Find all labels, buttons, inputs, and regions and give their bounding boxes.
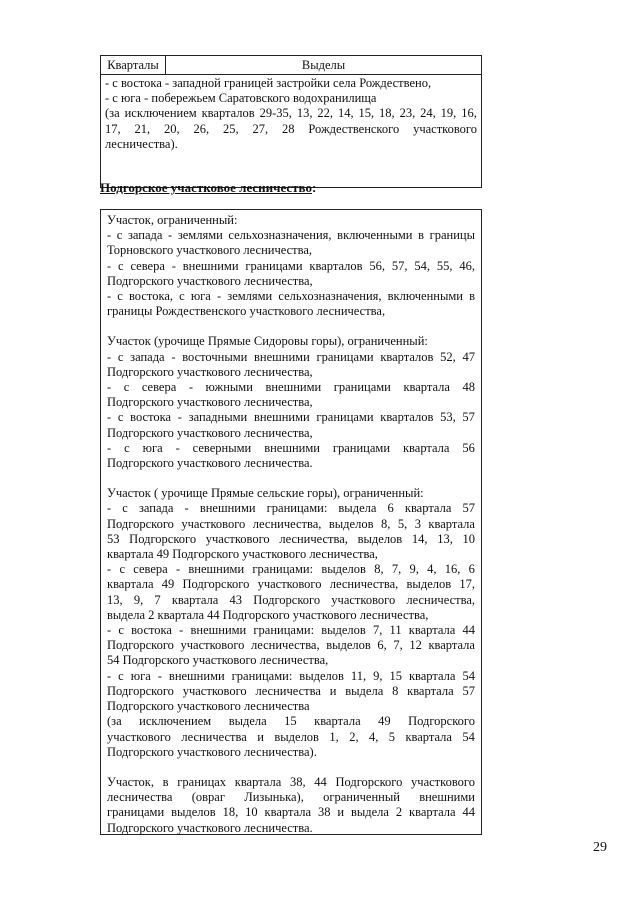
text-line — [107, 441, 475, 456]
word: кварталов — [201, 106, 255, 121]
word: 57 — [462, 501, 475, 516]
word: - — [157, 668, 162, 683]
word: 9, — [409, 562, 419, 577]
word: выделов — [326, 638, 371, 653]
text-line — [107, 775, 475, 790]
word: границами — [107, 805, 165, 820]
word: востока — [131, 623, 172, 638]
word: с — [118, 623, 124, 638]
word: и — [329, 683, 337, 698]
text-line: Подгорского участкового лесничества, — [107, 273, 313, 288]
text-line: Подгорского участкового лесничества. — [107, 820, 313, 835]
word: - — [171, 349, 176, 364]
word: севера — [141, 380, 177, 395]
word: с — [119, 562, 125, 577]
text-line — [105, 106, 477, 121]
word: границами — [333, 380, 391, 395]
word: востока, — [128, 289, 174, 304]
word: - — [107, 228, 112, 243]
word: - — [107, 380, 112, 395]
word: участкового — [413, 121, 477, 136]
word: квартала — [402, 440, 450, 455]
word: лесничества, — [279, 531, 348, 546]
word: - — [107, 349, 112, 364]
word: 38 — [317, 805, 331, 820]
word: юга — [190, 289, 211, 304]
word: 54 — [462, 729, 475, 744]
word: 15, — [358, 106, 375, 121]
word: - — [107, 501, 112, 516]
word: 6, — [377, 638, 387, 653]
word: 8 — [392, 683, 399, 698]
word: лесничества — [181, 729, 247, 744]
paragraph — [107, 486, 475, 760]
word: квартала — [264, 805, 312, 820]
text-line — [107, 350, 475, 365]
word: 54 — [462, 668, 475, 683]
word: квартала — [408, 623, 456, 638]
district-description-box — [100, 209, 482, 835]
word: - — [107, 668, 112, 683]
word: 2 — [395, 805, 403, 820]
word: квартала — [428, 638, 475, 653]
word: с — [118, 258, 124, 273]
word: 12 — [409, 638, 422, 653]
word: Подгорского — [335, 774, 403, 789]
text-line: границы Рождественского участкового лесничества, — [107, 304, 386, 319]
word: 19, — [440, 106, 457, 121]
word: 44 — [462, 805, 475, 820]
word: границами — [316, 349, 374, 364]
word: 56 — [462, 440, 475, 455]
allotments-cell — [101, 75, 481, 187]
quarters-table — [100, 55, 482, 188]
word: выдела — [345, 683, 384, 698]
word: квартала — [409, 805, 456, 820]
text-line — [107, 501, 475, 516]
word: юга — [142, 440, 163, 455]
word: 20, — [164, 121, 180, 136]
word: выдела — [338, 501, 377, 516]
text-line — [107, 623, 475, 638]
word: 7, — [393, 638, 403, 653]
text-line: Участок (урочище Прямые Сидоровы горы), ограниченный: — [107, 334, 428, 349]
word: ограниченный — [323, 790, 400, 805]
paragraph — [107, 334, 475, 471]
word: внешними — [253, 410, 310, 425]
word: 28 — [282, 121, 295, 136]
text-line: - с востока - западной границей застройки села Рождествено, — [105, 76, 432, 90]
word: 57 — [462, 683, 475, 698]
word: квартала — [428, 516, 475, 531]
word: внешними — [254, 349, 310, 364]
word: кварталов — [380, 410, 434, 425]
word: исключением — [124, 106, 197, 121]
text-line — [107, 684, 475, 699]
word: квартала — [407, 683, 454, 698]
word: 43 — [229, 592, 243, 607]
word: Подгорского — [408, 714, 475, 729]
word: - — [107, 562, 112, 577]
word: включенными — [337, 228, 413, 243]
word: - — [175, 440, 180, 455]
table-row — [101, 75, 481, 187]
word: с — [124, 440, 130, 455]
word: (за — [107, 714, 122, 729]
text-line: Подгорского участкового лесничества, — [107, 395, 313, 410]
word: землями — [177, 228, 223, 243]
word: границами: — [252, 562, 314, 577]
word: сельхозназначения, — [228, 228, 332, 243]
text-line: квартала 49 Подгорского участкового лесничества, — [107, 547, 378, 562]
word: с — [118, 668, 124, 683]
word: внешними — [182, 258, 239, 273]
word: 23, — [399, 106, 416, 121]
word: внешними — [199, 501, 256, 516]
word: с — [123, 380, 130, 395]
word: 57, — [391, 258, 408, 273]
word: участкового — [181, 516, 246, 531]
word: 38, — [289, 774, 306, 789]
word: с — [117, 349, 124, 364]
word: 15 — [284, 714, 297, 729]
word: - — [107, 410, 112, 425]
word: 27, — [252, 121, 269, 136]
word: - — [107, 623, 112, 638]
word: севера — [130, 258, 165, 273]
word: севера — [133, 562, 168, 577]
word: 9, — [373, 668, 383, 683]
word: 26, — [193, 121, 210, 136]
word: границами: — [266, 501, 328, 516]
word: внешними — [168, 668, 225, 683]
word: 7, — [391, 562, 402, 577]
word: - — [188, 380, 193, 395]
word: и — [337, 805, 345, 820]
text-line — [107, 289, 475, 304]
word: внешними — [190, 623, 247, 638]
word: с — [179, 289, 185, 304]
word: (овраг — [191, 790, 225, 805]
text-line: Подгорского участкового лесничества, — [107, 364, 313, 379]
text-line — [107, 259, 475, 274]
word: выдела — [228, 714, 267, 729]
word: - — [175, 562, 181, 577]
word: 9, — [133, 592, 144, 607]
word: 57 — [462, 410, 475, 425]
word: - — [216, 289, 222, 304]
text-line — [107, 593, 475, 608]
word: - — [107, 258, 112, 273]
word: границами — [316, 410, 374, 425]
text-line: Подгорского участкового лесничества — [107, 699, 310, 714]
word: участкового — [182, 683, 247, 698]
word: 29-35, — [259, 106, 292, 121]
word: выделов — [274, 729, 319, 744]
word: 1, — [329, 729, 339, 744]
heading-text: Подгорское участковое лесничество — [100, 180, 312, 195]
header-quarters: Кварталы — [101, 56, 166, 74]
word: выделов — [299, 668, 344, 683]
word: с — [117, 289, 123, 304]
text-line — [107, 380, 475, 395]
word: в — [162, 774, 169, 789]
text-line — [107, 730, 475, 745]
word: внешними — [188, 562, 245, 577]
word: выделов — [321, 562, 366, 577]
word: Подгорского — [107, 683, 174, 698]
text-line — [105, 122, 477, 137]
word: 4, — [368, 729, 379, 744]
word: 15 — [389, 668, 402, 683]
word: границами: — [231, 668, 293, 683]
word: Рождественского — [308, 121, 400, 136]
text-line — [107, 669, 475, 684]
word: и — [257, 729, 264, 744]
word: 8, — [374, 562, 384, 577]
word: выделов — [357, 531, 403, 546]
word: 53, — [440, 410, 456, 425]
word: участкового — [180, 638, 245, 653]
word: внешними — [419, 790, 475, 805]
word: запада — [138, 501, 174, 516]
word: выделов — [406, 577, 452, 592]
text-line — [107, 228, 475, 243]
word: 16, — [461, 106, 477, 121]
word: северными — [192, 440, 252, 455]
word: границами — [245, 258, 303, 273]
word: 47 — [462, 349, 475, 364]
word: 13, — [107, 592, 123, 607]
word: 56, — [369, 258, 385, 273]
word: 24, — [420, 106, 436, 121]
word: лесничества — [107, 790, 173, 805]
word: квартала — [234, 774, 282, 789]
word: с — [116, 228, 123, 243]
word: участкового — [331, 592, 396, 607]
word: 10 — [245, 805, 258, 820]
text-line — [107, 562, 475, 577]
word: 10 — [462, 531, 475, 546]
word: Участок, — [107, 774, 154, 789]
text-line — [107, 714, 475, 729]
text-line: Участок ( урочище Прямые сельские горы), ограниченный: — [107, 486, 424, 501]
word: квартала — [408, 668, 456, 683]
word: 18, — [379, 106, 395, 121]
word: запада — [130, 349, 165, 364]
text-line: 54 Подгорского участкового лесничества, — [107, 653, 329, 668]
text-line: Торновского участкового лесничества, — [107, 243, 313, 258]
word: 49 — [378, 714, 391, 729]
word: с — [117, 410, 124, 425]
word: 54, — [414, 258, 430, 273]
word: 11, — [350, 668, 367, 683]
word: границы — [429, 228, 475, 243]
word: 25, — [223, 121, 239, 136]
word: 55, — [436, 258, 453, 273]
word: землями — [227, 289, 273, 304]
word: восточными — [182, 349, 248, 364]
word: 49 — [161, 577, 175, 592]
word: кварталов — [380, 349, 434, 364]
word: - — [168, 228, 173, 243]
word: запада — [127, 228, 163, 243]
word: 5, — [397, 516, 408, 531]
word: 7, — [373, 623, 383, 638]
word: в — [469, 289, 475, 304]
word: лесничества, — [251, 638, 320, 653]
word: квартала — [107, 577, 154, 592]
word: кварталов — [309, 258, 363, 273]
text-line — [107, 577, 475, 592]
paragraph — [107, 213, 475, 319]
word: Подгорского — [253, 592, 321, 607]
word: 44 — [462, 623, 475, 638]
word: 18, — [222, 805, 239, 820]
word: южными — [205, 380, 253, 395]
word: 7 — [154, 592, 161, 607]
word: лесничества — [255, 683, 321, 698]
word: 13, — [296, 106, 313, 121]
word: выделов — [171, 805, 216, 820]
word: участкового — [411, 774, 475, 789]
text-line — [107, 805, 475, 820]
word: 46, — [459, 258, 475, 273]
word: Лизынька), — [244, 790, 304, 805]
word: Подгорского — [107, 638, 174, 653]
word: квартала — [314, 714, 361, 729]
word: 53 — [107, 531, 120, 546]
word: участкового — [205, 531, 270, 546]
word: в — [418, 228, 424, 243]
word: выделов — [321, 623, 366, 638]
word: - — [171, 258, 176, 273]
text-line: Подгорского участкового лесничества, — [107, 425, 313, 440]
word: участкового — [257, 577, 322, 592]
word: 17, — [105, 121, 121, 136]
text-line — [107, 410, 475, 425]
word: 11 — [389, 623, 402, 638]
word: лесничества, — [329, 577, 399, 592]
text-line — [107, 790, 475, 805]
word: границах — [177, 774, 227, 789]
word: включенными — [387, 289, 463, 304]
text-line — [107, 638, 475, 653]
word: - — [184, 501, 189, 516]
word: 8, — [380, 516, 391, 531]
page-number: 29 — [593, 840, 607, 855]
word: участкового — [107, 729, 171, 744]
heading-colon: : — [312, 180, 317, 195]
word: - — [177, 410, 182, 425]
word: 44 — [314, 774, 327, 789]
text-line: Подгорского участкового лесничества). — [107, 744, 317, 759]
word: 21, — [134, 121, 151, 136]
word: границами — [332, 440, 391, 455]
word: 17, — [459, 577, 475, 592]
word: исключением — [139, 714, 212, 729]
word: внешними — [265, 380, 322, 395]
word: выдела — [350, 805, 389, 820]
word: Подгорского — [182, 577, 250, 592]
word: 5 — [388, 729, 396, 744]
word: с — [122, 501, 128, 516]
text-line — [107, 517, 475, 532]
word: квартала — [404, 501, 452, 516]
text-line: выдела 2 квартала 44 Подгорского участкового лесничества, — [107, 607, 429, 622]
word: 16, — [444, 562, 461, 577]
text-line: Участок, ограниченный: — [107, 213, 238, 227]
word: 22, — [317, 106, 334, 121]
word: внешними — [264, 440, 320, 455]
word: 2, — [349, 729, 359, 744]
word: 6 — [387, 501, 394, 516]
word: выделов — [328, 516, 374, 531]
word: 48 — [462, 380, 475, 395]
text-line: Подгорского участкового лесничества. — [107, 456, 313, 471]
table-header-row — [101, 56, 481, 75]
paragraph — [107, 775, 475, 836]
word: квартала — [405, 729, 452, 744]
section-heading — [100, 180, 316, 196]
word: западными — [188, 410, 248, 425]
word: границами: — [253, 623, 315, 638]
word: юга — [130, 668, 151, 683]
text-line: лесничества). — [105, 136, 178, 151]
word: квартала — [403, 380, 450, 395]
header-allotments: Выделы — [301, 58, 346, 72]
word: (за — [105, 106, 120, 121]
word: лесничества, — [406, 592, 475, 607]
word: сельхозназначения, — [278, 289, 382, 304]
word: - — [107, 289, 112, 304]
word: 6 — [468, 562, 475, 577]
word: квартала — [171, 592, 219, 607]
text-line — [107, 532, 475, 547]
word: 13, — [437, 531, 453, 546]
word: - — [179, 623, 184, 638]
word: 3 — [414, 516, 421, 531]
word: - — [107, 440, 112, 455]
text-line: - с юга - побережьем Саратовского водохранилища — [105, 91, 377, 106]
word: 4, — [427, 562, 437, 577]
word: лесничества, — [252, 516, 322, 531]
word: Подгорского — [107, 516, 174, 531]
word: востока — [130, 410, 172, 425]
word: Подгорского — [129, 531, 197, 546]
word: 14, — [411, 531, 428, 546]
word: 52, — [440, 349, 456, 364]
word: 14, — [337, 106, 354, 121]
